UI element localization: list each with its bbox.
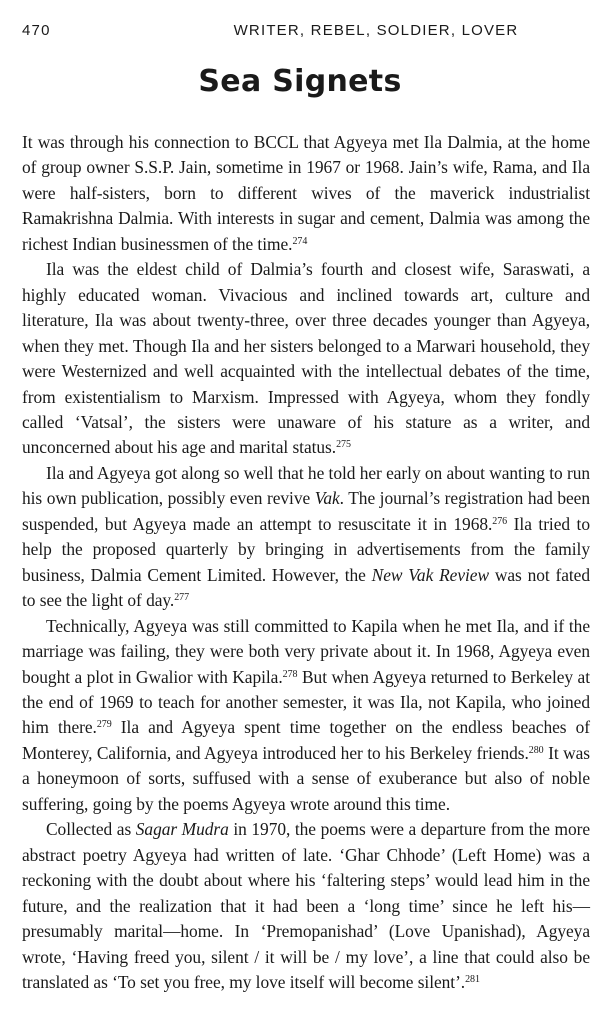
book-title: WRITER, REBEL, SOLDIER, LOVER bbox=[233, 22, 519, 39]
text: in 1970, the poems were a departure from the more abstract poetry Agyeya had written of late. ‘Ghar Chhode’ (Left Home) was a reckoning with the doubt about where his ‘faltering steps’ would lead him in the future, and the realization that it had been a ‘long time’ since he left his—presumably marital—home. In ‘Premopanishad’ (Love Upanishad), Agyeya wrote, ‘Having freed you, silent / it will be / my love’, a line that could also be translated as ‘To set you free, my love itself will become silent’. bbox=[22, 819, 591, 992]
paragraph-3 bbox=[22, 461, 590, 614]
footnote-ref-280: 280 bbox=[528, 744, 544, 756]
paragraph-2 bbox=[22, 257, 590, 461]
text: Technically, Agyeya was still committed to Kapila when he met Ila, and if the marriage was failing, they were both very private about it. In 1968, Agyeya even bought a plot in Gwalior with Kapila. bbox=[22, 615, 590, 687]
footnote-ref-276: 276 bbox=[492, 515, 508, 527]
text: was not fated to see the light of day. bbox=[22, 564, 590, 611]
paragraph-1 bbox=[22, 130, 590, 257]
paragraph-5 bbox=[22, 817, 590, 995]
footnote-ref-275: 275 bbox=[336, 439, 351, 451]
footnote-ref-277: 277 bbox=[174, 592, 190, 604]
text: Collected as bbox=[46, 819, 136, 840]
paragraph-4 bbox=[22, 614, 590, 818]
text: It was through his connection to BCCL that Agyeya met Ila Dalmia, at the home of group owner S.S.P. Jain, sometime in 1967 or 1968. Jain’s wife, Rama, and Ila were half-sisters, born to different wives of the maverick industrialist Ramakrishna Dalmia. With interests in sugar and cement, Dalmia was among the richest Indian businessmen of the time. bbox=[22, 132, 590, 254]
running-head bbox=[22, 22, 580, 44]
text: Ila tried to help the proposed quarterly by bringing in advertisements from the family business, Dalmia Cement Limited. However, the bbox=[22, 513, 590, 585]
italic-title-new-vak-review: New Vak Review bbox=[371, 564, 489, 585]
chapter-title: Sea Signets bbox=[198, 64, 402, 99]
text: Ila and Agyeya got along so well that he told her early on about wanting to run his own publication, possibly even revive bbox=[22, 462, 590, 509]
text: But when Agyeya returned to Berkeley at the end of 1969 to teach for another semester, it was Ila, not Kapila, who joined him there. bbox=[22, 666, 591, 738]
text: Ila and Agyeya spent time together on the endless beaches of Monterey, California, and Agyeya introduced her to his Berkeley friends. bbox=[22, 717, 590, 763]
text: . The journal’s registration had been suspended, but Agyeya made an attempt to resuscitate it in 1968. bbox=[22, 488, 590, 534]
footnote-ref-278: 278 bbox=[282, 668, 298, 680]
text: It was a honeymoon of sorts, suffused with a sense of exuberance but also of noble suffering, going by the poems Agyeya wrote around this time. bbox=[22, 742, 590, 814]
text: Ila was the eldest child of Dalmia’s fourth and closest wife, Saraswati, a highly educated woman. Vivacious and inclined towards art, culture and literature, Ila was about twenty-three, over three decades younger than Agyeya, when they met. Though Ila and her sisters belonged to a Marwari household, they were Westernized and well acquainted with the intellectual debates of the time, from existentialism to Marxism. Impressed with Agyeya, whom they fondly called ‘Vatsal’, the sisters were unaware of his stature as a writer, and unconcerned about his age and marital status. bbox=[22, 259, 590, 458]
italic-title-vak: Vak bbox=[314, 488, 340, 509]
body-text bbox=[22, 130, 590, 995]
page-number: 470 bbox=[22, 22, 51, 39]
footnote-ref-281: 281 bbox=[465, 973, 480, 985]
footnote-ref-274: 274 bbox=[292, 235, 308, 247]
italic-title-sagar-mudra: Sagar Mudra bbox=[135, 819, 229, 840]
footnote-ref-279: 279 bbox=[96, 719, 112, 731]
